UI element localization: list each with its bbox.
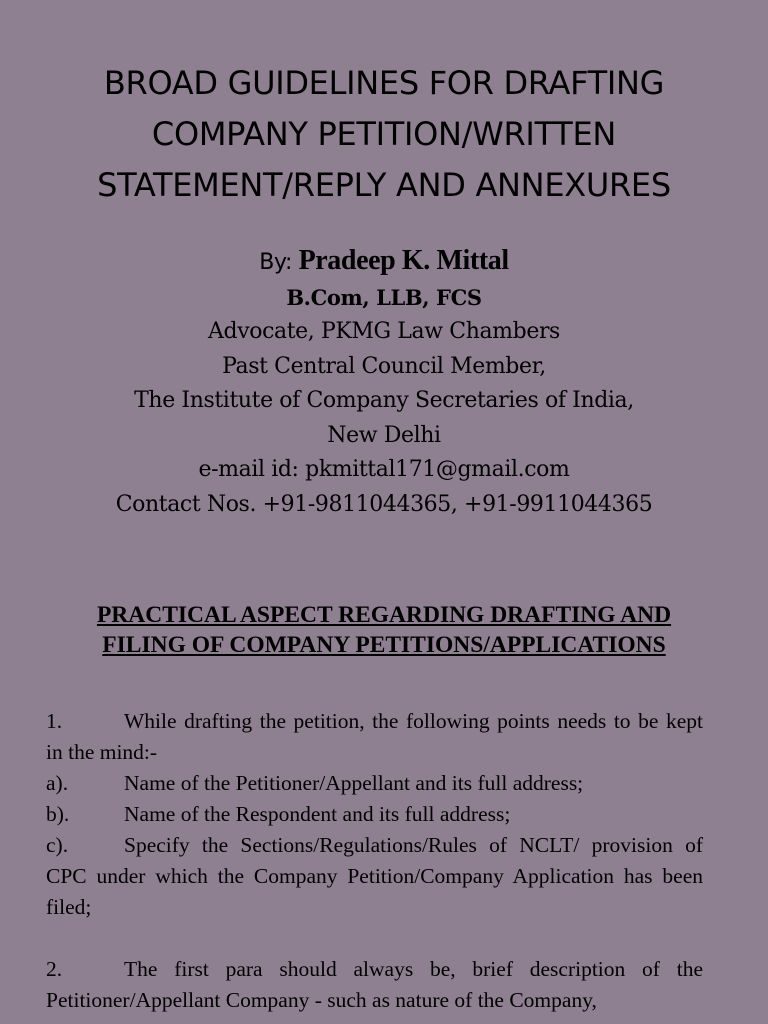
point-2-number: 2.: [46, 957, 63, 981]
author-role: Advocate, PKMG Law Chambers: [208, 319, 560, 344]
point-b-number: b).: [46, 802, 70, 826]
by-label: By:: [259, 250, 292, 275]
point-c: [46, 830, 703, 923]
title-line-1: BROAD GUIDELINES FOR DRAFTING: [103, 64, 665, 102]
author-email: e-mail id: pkmittal171@gmail.com: [198, 457, 570, 482]
document-title: [40, 58, 728, 211]
point-a: [46, 768, 703, 799]
author-past-role: Past Central Council Member,: [222, 353, 546, 379]
section-heading: [30, 600, 738, 660]
point-1-number: 1.: [46, 709, 63, 733]
point-a-text: Name of the Petitioner/Appellant and its full address;: [124, 771, 584, 795]
author-institute: The Institute of Company Secretaries of India,: [134, 388, 634, 413]
body-text: [46, 706, 703, 1016]
author-city: New Delhi: [327, 422, 441, 448]
point-2: [46, 954, 703, 1016]
author-block: [20, 244, 748, 522]
title-line-2: COMPANY PETITION/WRITTEN: [151, 115, 617, 153]
section-heading-line-2: FILING OF COMPANY PETITIONS/APPLICATIONS: [102, 632, 666, 658]
author-credentials: B.Com, LLB, FCS: [286, 284, 482, 310]
point-c-text: Specify the Sections/Regulations/Rules of NCLT/ provision of CPC under which the Company Petition/Company Application has been filed;: [46, 833, 703, 919]
point-1-text: While drafting the petition, the following points needs to be kept in the mind:-: [46, 709, 703, 764]
author-name: Pradeep K. Mittal: [298, 245, 509, 276]
by-line: [20, 244, 748, 281]
paragraph-gap: [46, 923, 703, 954]
point-b: [46, 799, 703, 830]
point-1: [46, 706, 703, 768]
point-c-number: c).: [46, 833, 69, 857]
point-2-text: The first para should always be, brief description of the Petitioner/Appellant Company - such as nature of the Company,: [46, 957, 703, 1012]
title-line-3: STATEMENT/REPLY AND ANNEXURES: [97, 166, 671, 204]
author-contact: Contact Nos. +91-9811044365, +91-9911044365: [115, 491, 653, 517]
point-b-text: Name of the Respondent and its full address;: [124, 802, 511, 826]
section-heading-line-1: PRACTICAL ASPECT REGARDING DRAFTING AND: [96, 602, 672, 628]
point-a-number: a).: [46, 771, 69, 795]
